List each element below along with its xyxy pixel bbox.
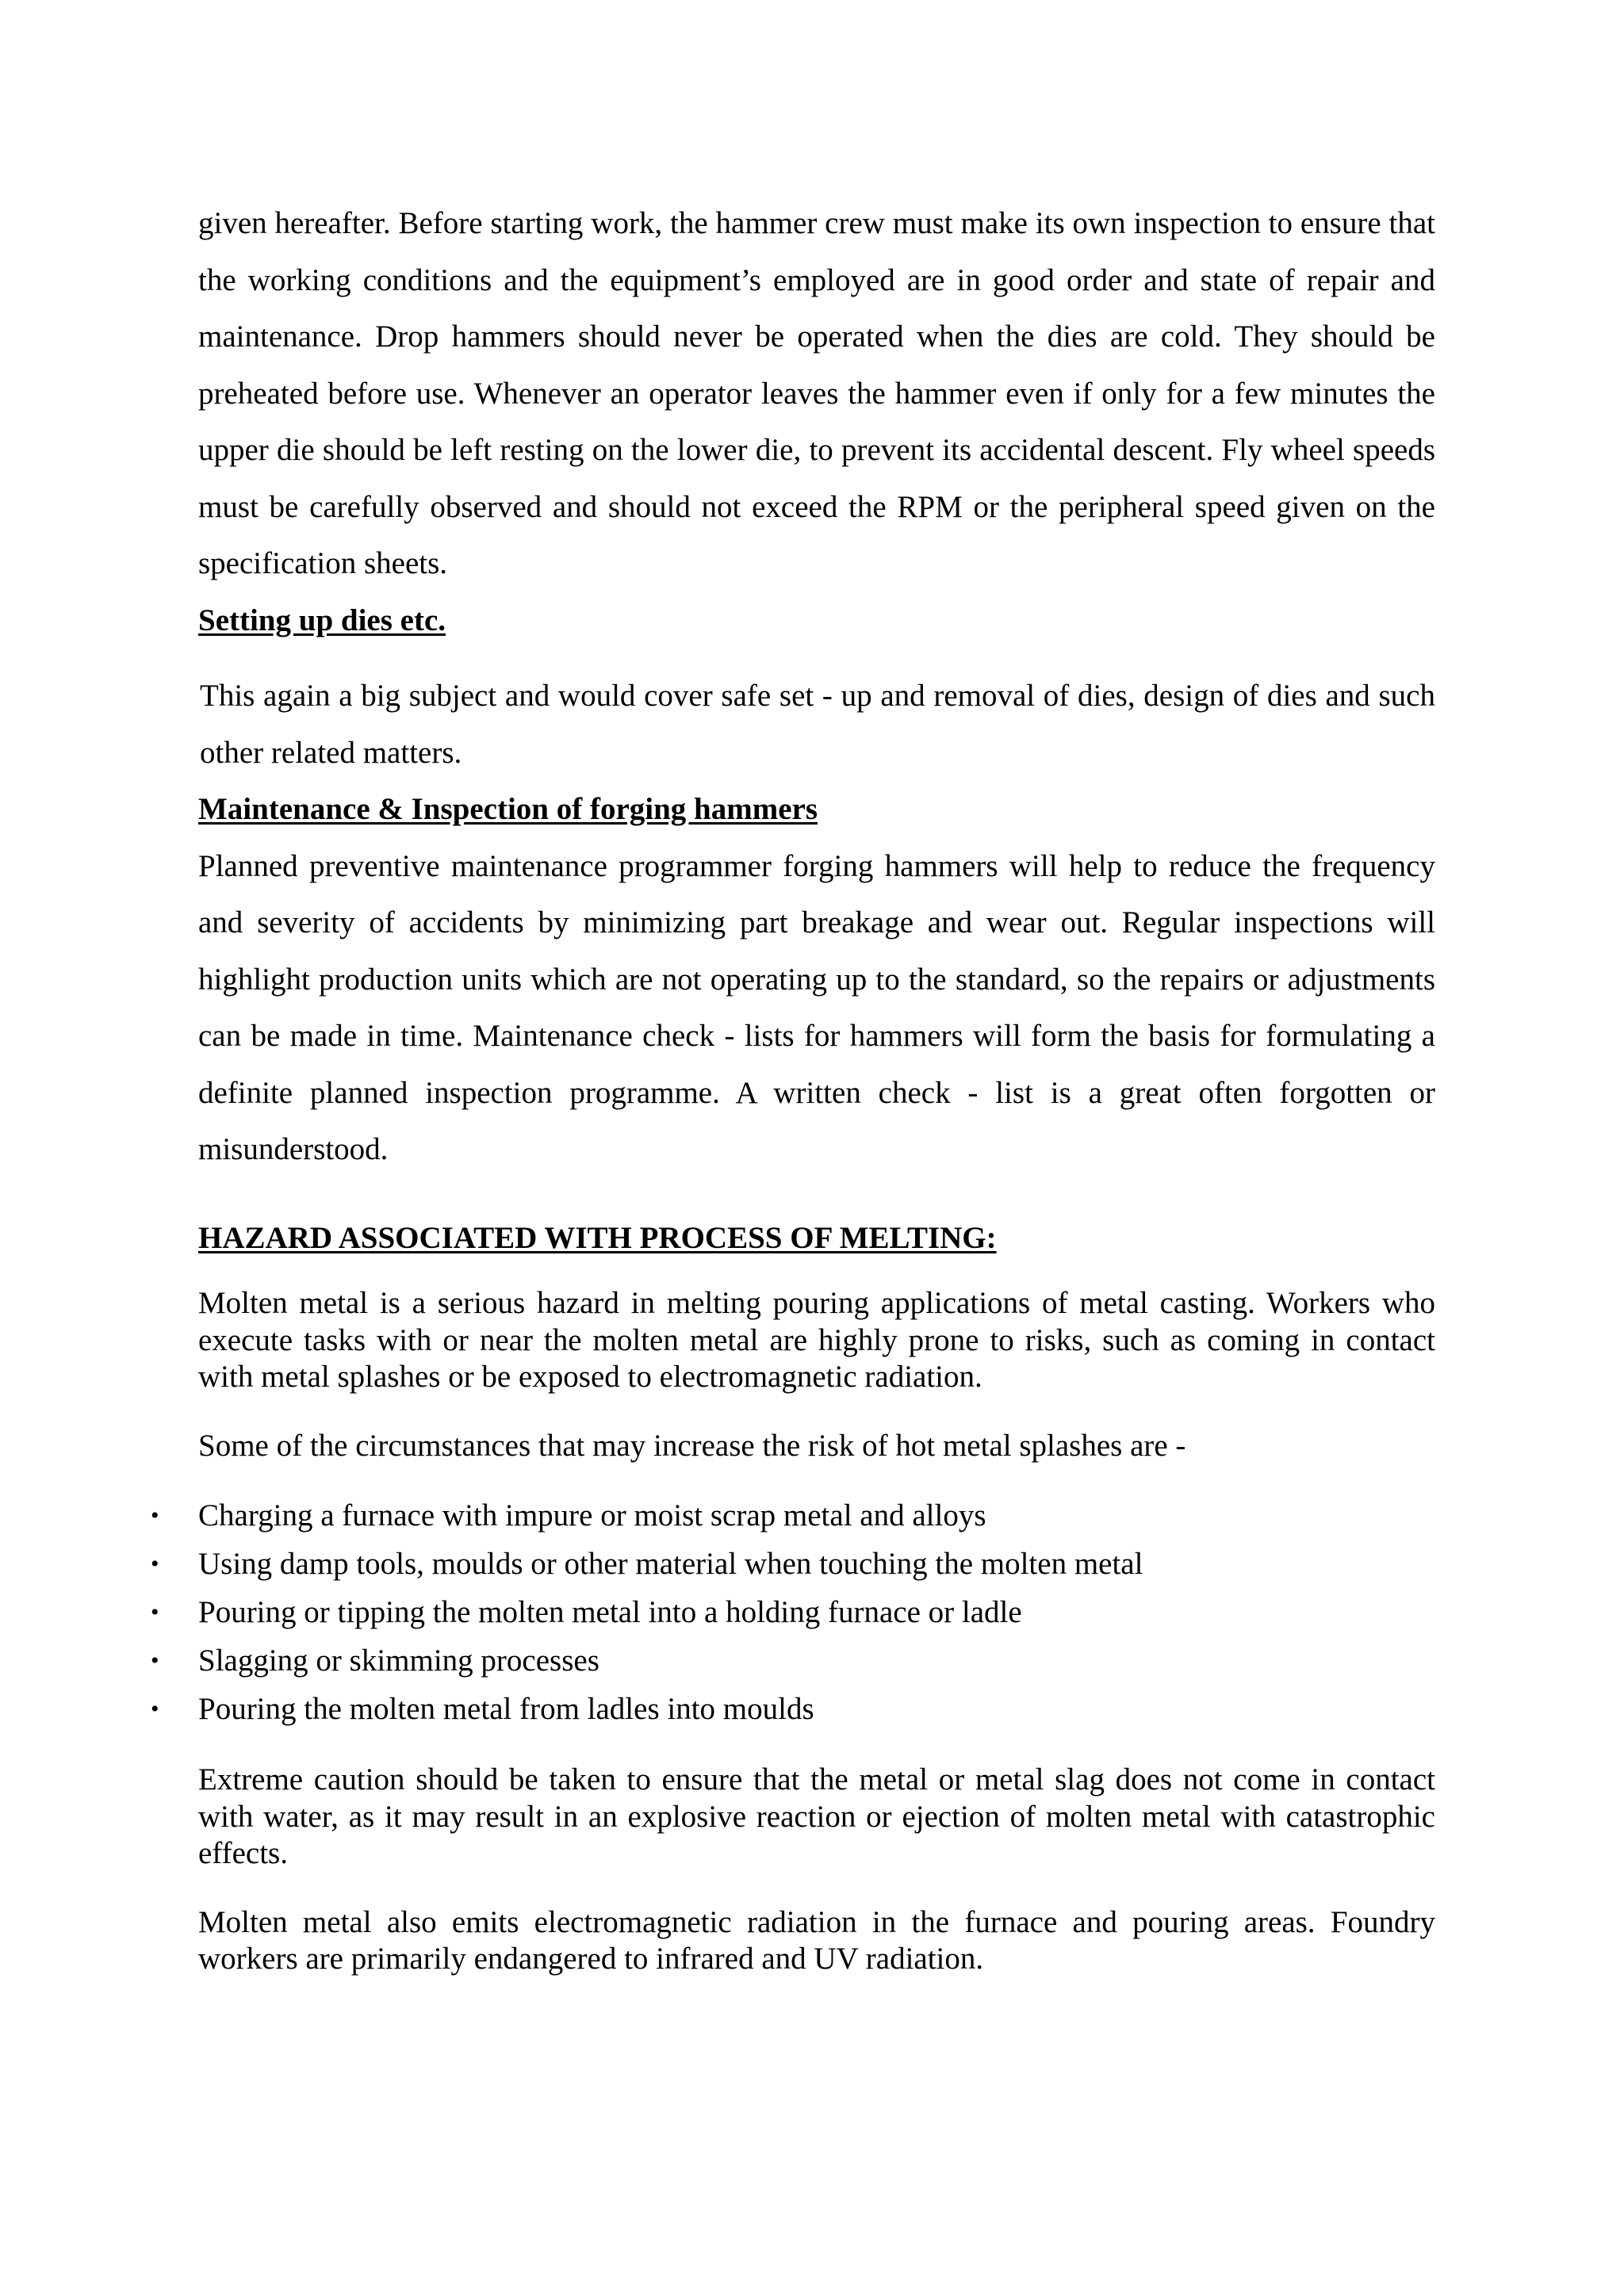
list-item-text: Pouring or tipping the molten metal into a holding furnace or ladle — [198, 1595, 1022, 1629]
list-item-text: Charging a furnace with impure or moist scrap metal and alloys — [198, 1498, 986, 1533]
bullet-icon: • — [151, 1599, 159, 1625]
list-item — [151, 1540, 1435, 1588]
intro-paragraph: given hereafter. Before starting work, the hammer crew must make its own inspection to ensure that the working conditions and the equipment’s employed are in good order and state of repair and maintenance. Drop hammers should never be operated when the dies are cold. They should be preheated before use. Whenever an operator leaves the hammer even if only for a few minutes the upper die should be left resting on the lower die, to prevent its accidental descent. Fly wheel speeds must be carefully observed and should not exceed the RPM or the peripheral speed given on the specification sheets. — [198, 206, 1435, 580]
list-item — [151, 1685, 1435, 1733]
bullet-icon: • — [151, 1502, 159, 1529]
list-item — [151, 1491, 1435, 1540]
list-item — [151, 1636, 1435, 1685]
maintenance-heading: Maintenance & Inspection of forging hammers — [198, 792, 818, 826]
melting-hazard-paragraph-4: Molten metal also emits electromagnetic radiation in the furnace and pouring areas. Foundry workers are primarily endangered to infrared and UV radiation. — [198, 1904, 1435, 1976]
bullet-icon: • — [151, 1551, 159, 1577]
list-item-text: Using damp tools, moulds or other material when touching the molten metal — [198, 1547, 1143, 1581]
melting-hazard-heading: HAZARD ASSOCIATED WITH PROCESS OF MELTING: — [198, 1220, 997, 1255]
splash-risk-list — [151, 1491, 1435, 1733]
document-page — [151, 195, 1435, 1978]
melting-hazard-paragraph-2: Some of the circumstances that may increase the risk of hot metal splashes are - — [198, 1428, 1186, 1463]
list-item — [151, 1588, 1435, 1636]
list-item-text: Pouring the molten metal from ladles into moulds — [198, 1692, 814, 1726]
bullet-icon: • — [151, 1696, 159, 1722]
list-item-text: Slagging or skimming processes — [198, 1644, 599, 1678]
maintenance-paragraph: Planned preventive maintenance programmer forging hammers will help to reduce the frequency and severity of accidents by minimizing part breakage and wear out. Regular inspections will highlight production units which are not operating up to the standard, so the repairs or adjustments can be made in time. Maintenance check - lists for hammers will form the basis for formulating a definite planned inspection programme. A written check - list is a great often forgotten or misunderstood. — [198, 848, 1435, 1166]
setting-up-dies-heading: Setting up dies etc. — [198, 603, 446, 637]
melting-hazard-paragraph-3: Extreme caution should be taken to ensure that the metal or metal slag does not come in contact with water, as it may result in an explosive reaction or ejection of molten metal with catastrophic effects. — [198, 1762, 1435, 1870]
melting-hazard-paragraph-1: Molten metal is a serious hazard in melting pouring applications of metal casting. Workers who execute tasks with or near the molten metal are highly prone to risks, such as coming in contact with metal splashes or be exposed to electromagnetic radiation. — [198, 1286, 1435, 1394]
setting-up-dies-paragraph: This again a big subject and would cover safe set - up and removal of dies, design of dies and such other related matters. — [200, 679, 1435, 770]
bullet-icon: • — [151, 1647, 159, 1674]
